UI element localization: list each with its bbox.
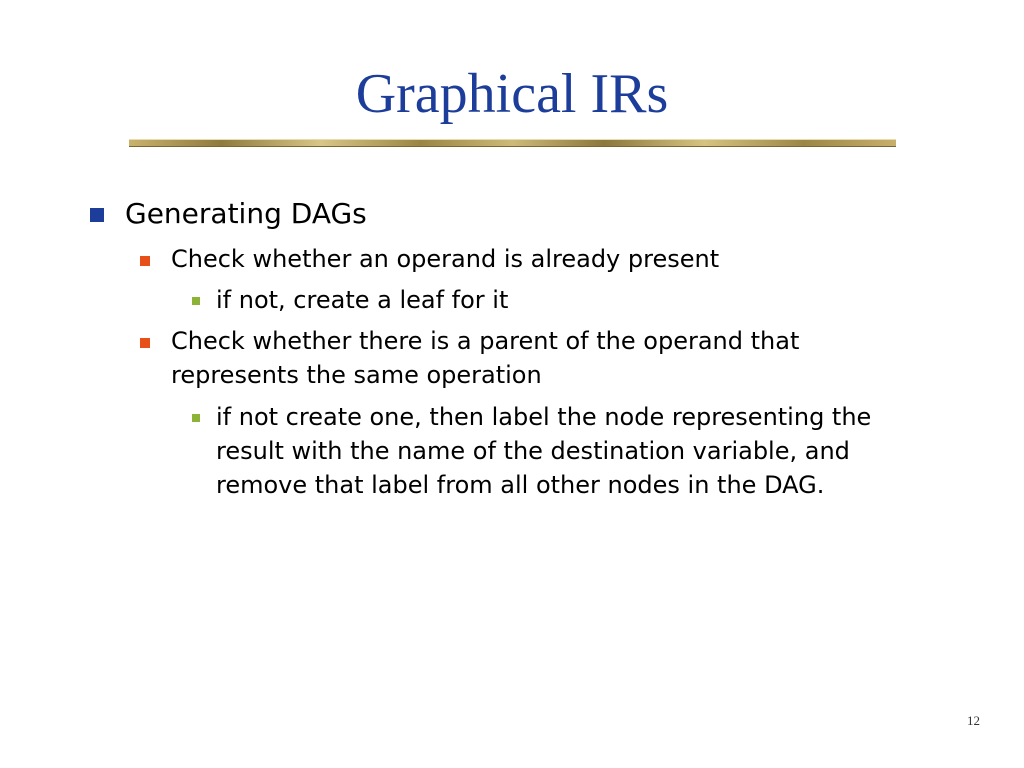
bullet-create-one-line3: remove that label from all other nodes in the DAG. bbox=[216, 471, 825, 499]
bullet-check-parent-line2: represents the same operation bbox=[171, 361, 542, 389]
bullet-create-leaf: if not, create a leaf for it bbox=[216, 286, 509, 314]
slide-number: 12 bbox=[967, 713, 980, 728]
bullet-check-parent-line1: Check whether there is a parent of the operand that bbox=[171, 327, 800, 355]
square-bullet-icon bbox=[140, 338, 150, 348]
square-bullet-icon bbox=[192, 414, 200, 422]
bullet-create-one-line1: if not create one, then label the node representing the bbox=[216, 403, 872, 431]
slide-title: Graphical IRs bbox=[355, 63, 669, 125]
square-bullet-icon bbox=[90, 208, 104, 222]
bullet-create-one-line2: result with the name of the destination variable, and bbox=[216, 437, 850, 465]
square-bullet-icon bbox=[192, 297, 200, 305]
bullet-generating-dags: Generating DAGs bbox=[125, 197, 367, 230]
square-bullet-icon bbox=[140, 256, 150, 266]
bullet-check-operand: Check whether an operand is already present bbox=[171, 245, 720, 273]
